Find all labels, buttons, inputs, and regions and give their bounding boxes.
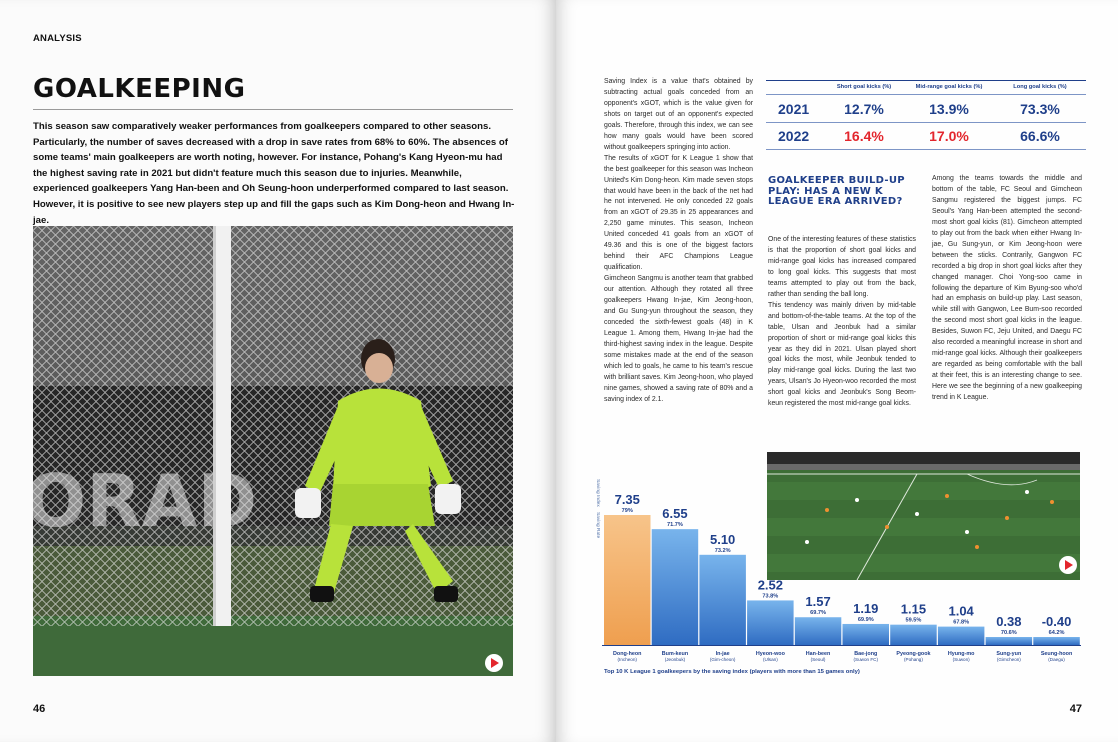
category-name-label: Han-been [805, 651, 831, 657]
bar-rate-label: 59.5% [905, 617, 922, 624]
category-name-label: Dong-heon [613, 651, 642, 657]
category-name-label: Seung-hoon [1040, 651, 1073, 657]
title-divider [33, 109, 513, 110]
chart-bar [938, 627, 985, 645]
table-row [766, 94, 1086, 122]
bar-value-label: 1.19 [853, 600, 879, 616]
goalkeeper-photo [33, 226, 513, 676]
category-name-label: Bae-jong [854, 651, 878, 657]
chart-bar [843, 624, 890, 645]
bar-rate-label: 70.6% [1000, 630, 1017, 636]
page-title: GOALKEEPING [33, 74, 246, 104]
table-header-row [766, 80, 1086, 94]
category-club-label: (Daegu) [1048, 657, 1065, 662]
category-club-label: (Jeonbuk) [664, 657, 686, 662]
bar-value-label: 1.15 [900, 601, 927, 617]
section-label: ANALYSIS [33, 33, 82, 44]
table-header-cell: Mid-range goal kicks (%) [915, 84, 983, 90]
column1-paragraph: Gimcheon Sangmu is another team that grabbed our attention. Although they rotated all three goalkeepers Hwang In-jae, Kim Jeong-hoon, and Gu Sung-yun throughout the season, they conceded the sixth-fewest goals (48) in K League 1. Among them, Hwang In-jae had the third-highest saving index in the league. Despite some mistakes made at the end of the season which led to goals, he came to his team's rescue with brilliant saves. Kim Jeong-hoon, who played nine games, showed a saving rate of 80% and a saving index of 2.1. [604, 275, 754, 403]
category-club-label: (Suwon FC) [853, 657, 879, 662]
bar-rate-label: 67.8% [953, 619, 970, 626]
chart-bar [890, 625, 937, 645]
table-cell: 13.9% [929, 100, 969, 117]
chart-bar [1033, 637, 1080, 645]
bar-rate-label: 69.9% [857, 616, 874, 623]
category-name-label: Hyung-mo [947, 651, 975, 657]
chart-bar [795, 617, 842, 645]
column3-paragraph: Among the teams towards the middle and bottom of the table, FC Seoul and Gimcheon Sangmu registered the biggest jumps. FC Seoul's Yang Han-been attempted the second-most short goal kicks (81). Gimcheon attempted to play out from the back when either Hwang In-jae, Gu Sung-yun, or Kim Jeong-hoon were between the sticks. Contrarily, Gangwon FC recorded a big drop in short goal kicks after they changed manager. Choi Yong-soo came in following the departure of Kim Byung-soo who'd had an emphasis on build-up play. Last season, while still with Gangwon, Lee Bum-soo recorded the second most short goal kicks in the league. Besides, Suwon FC, Jeju United, and Daegu FC also recorded a meaningful increase in short and mid-range goal kicks. Although their goalkeepers are regarded as being comfortable with the ball at their feet, this is an interesting change to see. Here we see the beginning of a new goalkeeping trend in K League. [932, 175, 1082, 402]
category-club-label: (Pohang) [903, 657, 923, 662]
table-cell: 16.4% [844, 128, 884, 144]
chart-bar [652, 529, 699, 645]
category-club-label: (Gim-cheon) [709, 657, 736, 662]
table-row [766, 122, 1086, 150]
category-name-label: Sung-yun [996, 651, 1022, 657]
category-club-label: (Seoul) [810, 657, 826, 662]
bar-rate-label: 73.8% [762, 593, 779, 600]
goalkeeper-photo-illustration [33, 226, 513, 676]
table-cell: 12.7% [844, 100, 884, 117]
chart-bar [699, 555, 746, 645]
table-year: 2022 [778, 128, 810, 144]
text-column-2 [768, 235, 916, 410]
bar-value-label: 5.10 [709, 531, 736, 547]
category-name-label: Bum-keun [661, 651, 689, 657]
left-page [0, 0, 556, 742]
bar-rate-label: 71.7% [667, 522, 683, 529]
column1-paragraph: The results of xGOT for K League 1 show that the best goalkeeper for this season was Incheon United's Kim Dong-heon. Kim made seven stops that would have been in the back of the net had he not intervened. He only conceded 22 goals from an xGOT of 29.35 in 25 appearances and 2,250 game minutes. This season, Incheon United conceded 41 goals from an xGOT of 49.36 and this is one of the biggest factors behind their AFC Champions League qualification. [604, 154, 753, 272]
chart-bar [747, 600, 794, 645]
category-name-label: In-jae [715, 651, 730, 657]
table-cell: 17.0% [929, 128, 969, 144]
bar-rate-label: 73.2% [714, 547, 731, 554]
table-year: 2021 [778, 100, 810, 117]
saving-index-chart [556, 470, 1118, 690]
table-header-cell: Short goal kicks (%) [836, 84, 892, 90]
column2-paragraph: This tendency was mainly driven by mid-table and bottom-of-the-table teams. At the top of the table, Ulsan and Jeonbuk had a similar proportion of short or mid-range goal kicks this year as they did in 2021. Ulsan played short goal kicks the most, while Jeonbuk tended to play mid-range goal kicks. During the last two years, Ulsan's Jo Hyeon-woo recorded the most short goal kicks and Jeonbuk's Song Beom-keun registered the most mid-range goal kicks. [768, 301, 916, 408]
text-column-3 [932, 174, 1082, 404]
text-column-1 [604, 77, 753, 406]
intro-paragraph: This season saw comparatively weaker performances from goalkeepers compared to other seasons. Particularly, the number of saves decreased with a drop in save rates from 68% to 60%. The absences of some teams' main goalkeepers are worth noting, however. For instance, Pohang's Kang Hyeon-mu had the highest saving rate in 2021 but didn't feature much this season due to injuries. Meanwhile, experienced goalkeepers Yang Han-been and Oh Seung-hoon underperformed compared to last season. However, it is positive to see new players step up and fill the gaps such as Kim Dong-heon and Hwang In-jae. [33, 121, 515, 226]
bar-value-label: 1.04 [948, 603, 974, 619]
bar-rate-label: 79% [621, 508, 633, 514]
column1-paragraph: Saving Index is a value that's obtained by subtracting actual goals conceded from an opponent's xGOT, which is the value given for shots on target out of an opponent's expected goals. Therefore, through this index, we can see how many goals would have been scored without goalkeepers springing into action. [604, 78, 753, 151]
saving-rate-axis-label: Saving Rate [595, 512, 600, 539]
chart-bar [986, 637, 1033, 645]
category-club-label: (Incheon) [617, 657, 637, 662]
bar-value-label: 6.55 [662, 506, 688, 522]
category-club-label: (Ulsan) [762, 657, 778, 662]
table-header-cell: Long goal kicks (%) [1013, 84, 1067, 90]
chart-bar [604, 515, 651, 645]
bar-value-label: 7.35 [614, 492, 640, 507]
category-club-label: (Suwon) [952, 657, 970, 662]
category-club-label: (Gimcheon) [996, 657, 1021, 662]
bar-rate-label: 64.2% [1048, 630, 1065, 636]
bar-value-label: -0.40 [1041, 614, 1072, 629]
category-name-label: Pyeong-gook [896, 651, 931, 657]
bar-value-label: 0.38 [996, 614, 1022, 629]
chart-canvas [556, 470, 1118, 690]
saving-index-axis-label: Saving Index [595, 479, 600, 507]
goal-kick-table [766, 80, 1086, 150]
section-subheading: GOALKEEPER BUILD-UP PLAY: HAS A NEW K LEAGUE ERA ARRIVED? [768, 175, 905, 207]
play-triangle-icon [491, 658, 499, 668]
chart-caption: Top 10 K League 1 goalkeepers by the saving index (players with more than 15 games only) [604, 669, 860, 675]
video-play-icon[interactable] [485, 654, 503, 672]
category-name-label: Hyeon-woo [755, 651, 785, 657]
bar-rate-label: 69.7% [810, 610, 826, 617]
table-cell: 66.6% [1020, 128, 1060, 144]
page-number-right: 47 [1069, 703, 1082, 715]
page-number-left: 46 [33, 703, 46, 715]
bar-value-label: 1.57 [805, 594, 831, 610]
table-cell: 73.3% [1020, 100, 1060, 117]
bar-value-label: 2.52 [757, 577, 784, 593]
column2-paragraph: One of the interesting features of these statistics is that the proportion of short goal kicks and mid-range goal kicks has increased compared to long goal kicks. This suggests that most teams attempted to play out from the back, rather than sending the ball long. [768, 236, 916, 298]
